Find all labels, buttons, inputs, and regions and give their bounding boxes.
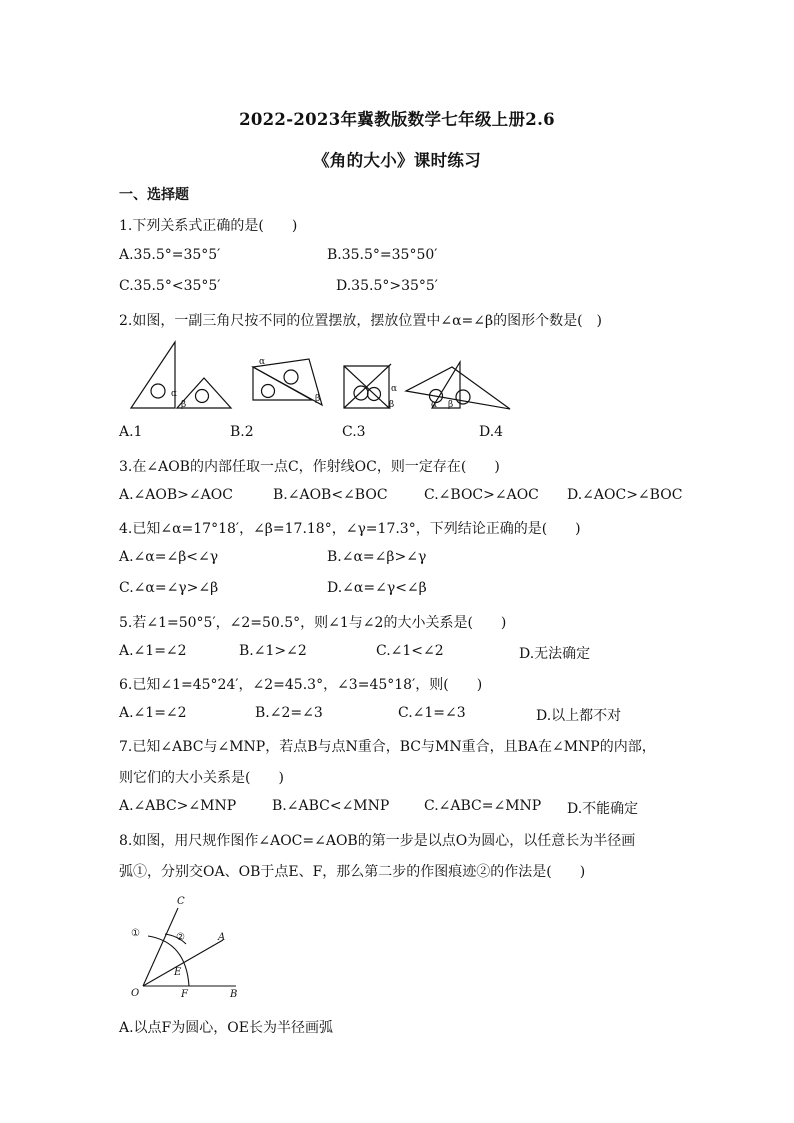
q6-option-d: D.以上都不对 xyxy=(536,708,622,724)
q3-stem: 3.在∠AOB的内部任取一点C，作射线OC，则一定存在( ) xyxy=(119,459,500,475)
fig1-beta: β xyxy=(181,400,187,410)
q3-option-b: B.∠AOB<∠BOC xyxy=(273,487,388,503)
q7-stem-line1: 7.已知∠ABC与∠MNP，若点B与点N重合，BC与MN重合，且BA在∠MNP的内部， xyxy=(119,739,656,755)
q4-option-a: A.∠α=∠β<∠γ xyxy=(119,549,219,565)
q6-option-b: B.∠2=∠3 xyxy=(255,705,323,721)
q8-stem-line1: 8.如图，用尺规作图作∠AOC=∠AOB的第一步是以点O为圆心，以任意长为半径画 xyxy=(119,833,636,849)
fig3-cross xyxy=(344,364,391,408)
q1-option-d: D.35.5°>35°5′ xyxy=(336,278,438,294)
q2-option-b: B.2 xyxy=(230,424,254,440)
label-o: O xyxy=(131,988,140,999)
q5-option-a: A.∠1=∠2 xyxy=(119,643,187,659)
doc-title-line1: 2022-2023年冀教版数学七年级上册2.6 xyxy=(239,110,555,129)
label-arc2: ② xyxy=(176,932,185,943)
fig2-beta: β xyxy=(315,394,321,404)
q7-option-d: D.不能确定 xyxy=(567,801,639,817)
q3-option-a: A.∠AOB>∠AOC xyxy=(119,487,233,503)
q6-stem: 6.已知∠1=45°24′，∠2=45.3°，∠3=45°18′，则( ) xyxy=(119,677,483,693)
fig1-hole-1 xyxy=(151,384,165,398)
q7-stem-line2: 则它们的大小关系是( ) xyxy=(119,770,284,786)
q5-option-b: B.∠1>∠2 xyxy=(239,643,307,659)
label-b: B xyxy=(230,989,238,1000)
fig1-alpha: α xyxy=(171,389,178,399)
label-arc1: ① xyxy=(131,928,140,939)
q2-option-d: D.4 xyxy=(479,424,504,440)
q5-option-d: D.无法确定 xyxy=(519,646,591,662)
q4-option-d: D.∠α=∠γ<∠β xyxy=(327,580,427,596)
q3-option-d: D.∠AOC>∠BOC xyxy=(567,487,683,503)
q8-figure-construction xyxy=(128,892,258,1007)
q2-option-a: A.1 xyxy=(119,424,143,440)
q4-option-c: C.∠α=∠γ>∠β xyxy=(119,580,219,596)
q5-stem: 5.若∠1=50°5′，∠2=50.5°，则∠1与∠2的大小关系是( ) xyxy=(119,615,507,631)
q2-stem: 2.如图，一副三角尺按不同的位置摆放，摆放位置中∠α=∠β的图形个数是( ) xyxy=(119,313,603,329)
q4-stem: 4.已知∠α=17°18′，∠β=17.18°，∠γ=17.3°，下列结论正确的是( ) xyxy=(119,521,581,537)
q1-option-a: A.35.5°=35°5′ xyxy=(119,247,221,263)
fig1-tall-triangle xyxy=(131,342,178,408)
fig2-hole-2 xyxy=(284,370,298,384)
label-e: E xyxy=(174,967,182,978)
fig2-hole-1 xyxy=(262,385,275,398)
fig3-alpha: α xyxy=(391,384,398,394)
ray-oa xyxy=(143,940,223,986)
q8-stem-line2: 弧①，分别交OA、OB于点E、F，那么第二步的作图痕迹②的作法是( ) xyxy=(119,864,586,880)
q1-option-b: B.35.5°=35°50′ xyxy=(327,247,438,263)
fig3-beta: β xyxy=(389,400,395,410)
label-f: F xyxy=(181,989,188,1000)
q3-option-c: C.∠BOC>∠AOC xyxy=(424,487,539,503)
q7-option-c: C.∠ABC=∠MNP xyxy=(424,798,542,814)
fig2-alpha: α xyxy=(259,357,266,367)
q7-option-b: B.∠ABC<∠MNP xyxy=(272,798,390,814)
q4-option-b: B.∠α=∠β>∠γ xyxy=(327,549,427,565)
section-heading: 一、选择题 xyxy=(119,187,189,203)
q5-option-c: C.∠1<∠2 xyxy=(376,643,444,659)
q7-option-a: A.∠ABC>∠MNP xyxy=(119,798,237,814)
q1-stem: 1.下列关系式正确的是( ) xyxy=(119,218,298,234)
fig3-hole-1 xyxy=(354,386,368,400)
q8-option-a: A.以点F为圆心，OE长为半径画弧 xyxy=(119,1020,333,1036)
q6-option-c: C.∠1=∠3 xyxy=(398,705,466,721)
fig4-beta: β xyxy=(448,400,454,410)
fig4-hole-2 xyxy=(456,390,470,404)
q2-option-c: C.3 xyxy=(342,424,366,440)
q2-figure-set-squares xyxy=(128,337,528,417)
label-c: C xyxy=(177,896,185,907)
fig1-hole-2 xyxy=(196,390,209,403)
label-a: A xyxy=(218,932,226,943)
doc-title-line2: 《角的大小》课时练习 xyxy=(313,151,481,170)
q6-option-a: A.∠1=∠2 xyxy=(119,705,187,721)
q1-option-c: C.35.5°<35°5′ xyxy=(119,278,221,294)
fig4-alpha: α xyxy=(431,400,438,410)
